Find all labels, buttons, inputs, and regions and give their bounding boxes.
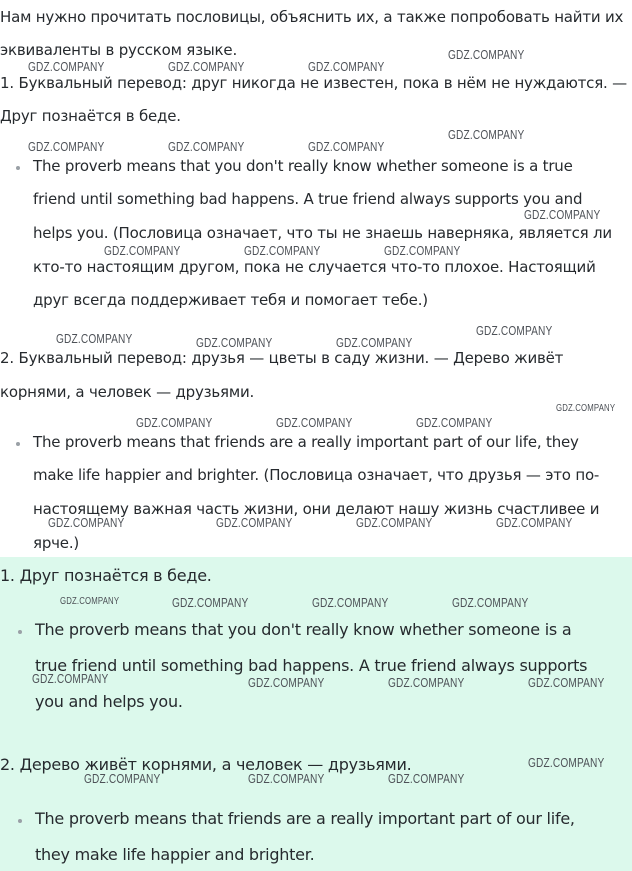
watermark: GDZ.COMPANY [136, 415, 213, 430]
explanation-1-line-3: helps you. (Пословица означает, что ты не знаешь наверняка, является ли [33, 224, 612, 242]
watermark: GDZ.COMPANY [216, 515, 293, 530]
proverb-1-line-1: 1. Буквальный перевод: друг никогда не известен, пока в нём не нуждаются. — [0, 74, 627, 92]
watermark: GDZ.COMPANY [48, 515, 125, 530]
bullet-dot [18, 630, 22, 634]
watermark: GDZ.COMPANY [28, 139, 105, 154]
proverb-2-line-1: 2. Буквальный перевод: друзья — цветы в саду жизни. — Дерево живёт [0, 349, 564, 367]
watermark: GDZ.COMPANY [384, 243, 461, 258]
bullet-dot [16, 442, 20, 446]
intro-line-1: Нам нужно прочитать пословицы, объяснить их, а также попробовать найти их [0, 8, 624, 26]
watermark: GDZ.COMPANY [168, 139, 245, 154]
answer-1-line-3: you and helps you. [35, 692, 183, 711]
answer-1-line-2: true friend until something bad happens. A true friend always supports [35, 656, 588, 675]
watermark: GDZ.COMPANY [448, 47, 525, 62]
watermark: GDZ.COMPANY [524, 207, 601, 222]
watermark: GDZ.COMPANY [248, 675, 325, 690]
explanation-2-line-2: make life happier and brighter. (Пословица означает, что друзья — это по- [33, 466, 600, 484]
watermark: GDZ.COMPANY [196, 335, 273, 350]
watermark: GDZ.COMPANY [528, 755, 605, 770]
watermark: GDZ.COMPANY [28, 59, 105, 74]
explanation-2-line-1: The proverb means that friends are a really important part of our life, they [33, 433, 579, 451]
watermark: GDZ.COMPANY [452, 595, 529, 610]
proverb-2-line-2: корнями, а человек — друзьями. [0, 383, 255, 401]
explanation-2-line-3: настоящему важная часть жизни, они делают нашу жизнь счастливее и [33, 500, 600, 518]
explanation-1-line-2: friend until something bad happens. A true friend always supports you and [33, 190, 583, 208]
watermark: GDZ.COMPANY [60, 596, 120, 607]
watermark: GDZ.COMPANY [356, 515, 433, 530]
watermark: GDZ.COMPANY [476, 323, 553, 338]
watermark: GDZ.COMPANY [104, 243, 181, 258]
watermark: GDZ.COMPANY [312, 595, 389, 610]
watermark: GDZ.COMPANY [168, 59, 245, 74]
bullet-dot [18, 819, 22, 823]
watermark: GDZ.COMPANY [276, 415, 353, 430]
watermark: GDZ.COMPANY [308, 59, 385, 74]
bullet-dot [16, 166, 20, 170]
watermark: GDZ.COMPANY [32, 671, 109, 686]
explanation-1-line-4: кто-то настоящим другом, пока не случается что-то плохое. Настоящий [33, 258, 596, 276]
explanation-2-line-4: ярче.) [33, 534, 80, 552]
answer-2-heading: 2. Дерево живёт корнями, а человек — друзьями. [0, 755, 412, 774]
intro-line-2: эквиваленты в русском языке. [0, 41, 238, 59]
watermark: GDZ.COMPANY [556, 403, 616, 414]
explanation-1-line-1: The proverb means that you don't really know whether someone is a true [33, 157, 573, 175]
watermark: GDZ.COMPANY [388, 675, 465, 690]
watermark: GDZ.COMPANY [308, 139, 385, 154]
watermark: GDZ.COMPANY [84, 771, 161, 786]
watermark: GDZ.COMPANY [416, 415, 493, 430]
watermark: GDZ.COMPANY [244, 243, 321, 258]
answer-1-line-1: The proverb means that you don't really know whether someone is a [35, 620, 572, 639]
watermark: GDZ.COMPANY [528, 675, 605, 690]
answer-2-line-1: The proverb means that friends are a really important part of our life, [35, 809, 575, 828]
watermark: GDZ.COMPANY [172, 595, 249, 610]
watermark: GDZ.COMPANY [496, 515, 573, 530]
answer-2-line-2: they make life happier and brighter. [35, 845, 315, 864]
proverb-1-line-2: Друг познаётся в беде. [0, 107, 181, 125]
watermark: GDZ.COMPANY [56, 331, 133, 346]
explanation-1-line-5: друг всегда поддерживает тебя и помогает тебе.) [33, 291, 428, 309]
watermark: GDZ.COMPANY [248, 771, 325, 786]
watermark: GDZ.COMPANY [336, 335, 413, 350]
answer-1-heading: 1. Друг познаётся в беде. [0, 566, 212, 585]
watermark: GDZ.COMPANY [388, 771, 465, 786]
watermark: GDZ.COMPANY [448, 127, 525, 142]
